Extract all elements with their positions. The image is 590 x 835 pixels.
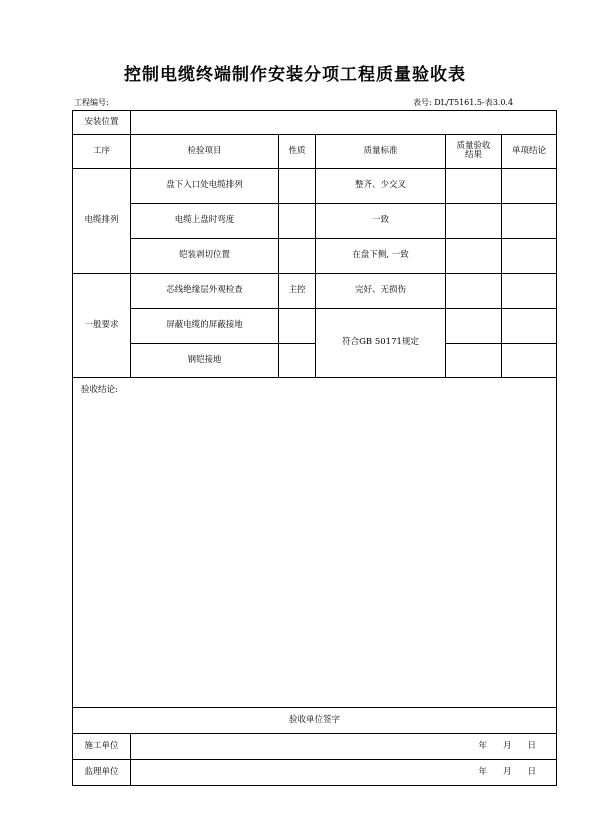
acceptance-conclusion-label: 验收结论: bbox=[81, 385, 118, 395]
day-label: 日 bbox=[527, 740, 536, 751]
table-row bbox=[73, 274, 557, 309]
signature-unit-label: 施工单位 bbox=[73, 734, 131, 760]
conclusion-cell[interactable] bbox=[502, 344, 557, 378]
project-number-label: 工程编号: bbox=[74, 98, 109, 107]
check-item: 钢铠接地 bbox=[131, 344, 279, 378]
table-row bbox=[73, 204, 557, 239]
check-item: 铠装剥切位置 bbox=[131, 239, 279, 274]
nature-cell bbox=[279, 344, 316, 378]
group-name: 电缆排列 bbox=[73, 169, 131, 274]
standard-cell: 在盘下侧, 一致 bbox=[316, 239, 446, 274]
header-result-text: 质量验收结果 bbox=[456, 141, 491, 161]
header-nature: 性质 bbox=[279, 135, 316, 169]
nature-cell bbox=[279, 239, 316, 274]
standard-cell: 完好、无损伤 bbox=[316, 274, 446, 309]
signature-unit-label: 监理单位 bbox=[73, 760, 131, 786]
conclusion-cell[interactable] bbox=[502, 309, 557, 344]
check-item: 芯线绝缘层外观检查 bbox=[131, 274, 279, 309]
standard-cell: 一致 bbox=[316, 204, 446, 239]
nature-cell bbox=[279, 309, 316, 344]
result-cell[interactable] bbox=[446, 274, 502, 309]
signature-field[interactable] bbox=[131, 734, 557, 760]
form-number: 表号: DL/T5161.5-表3.0.4 bbox=[413, 98, 514, 107]
day-label: 日 bbox=[527, 766, 536, 777]
result-cell[interactable] bbox=[446, 169, 502, 204]
install-position-value[interactable] bbox=[131, 111, 557, 135]
group-name: 一般要求 bbox=[73, 274, 131, 378]
month-label: 月 bbox=[502, 740, 512, 751]
conclusion-cell[interactable] bbox=[502, 204, 557, 239]
table-row bbox=[73, 309, 557, 344]
form-title: 控制电缆终端制作安装分项工程质量验收表 bbox=[124, 65, 466, 85]
table-row bbox=[73, 239, 557, 274]
table-row bbox=[73, 169, 557, 204]
signature-header: 验收单位签字 bbox=[73, 708, 557, 734]
conclusion-cell[interactable] bbox=[502, 239, 557, 274]
result-cell[interactable] bbox=[446, 204, 502, 239]
conclusion-cell[interactable] bbox=[502, 169, 557, 204]
signature-row bbox=[73, 734, 557, 760]
standard-cell: 整齐、少交叉 bbox=[316, 169, 446, 204]
header-conclusion: 单项结论 bbox=[502, 135, 557, 169]
year-label: 年 bbox=[478, 740, 487, 751]
header-standard: 质量标准 bbox=[316, 135, 446, 169]
header-row bbox=[73, 135, 557, 169]
inspection-table bbox=[72, 110, 557, 786]
signature-row bbox=[73, 760, 557, 786]
result-cell[interactable] bbox=[446, 239, 502, 274]
check-item: 电缆上盘时弯度 bbox=[131, 204, 279, 239]
header-process: 工序 bbox=[73, 135, 131, 169]
conclusion-cell[interactable] bbox=[502, 274, 557, 309]
signature-field[interactable] bbox=[131, 760, 557, 786]
table-row bbox=[73, 344, 557, 378]
header-item: 检验项目 bbox=[131, 135, 279, 169]
result-cell[interactable] bbox=[446, 309, 502, 344]
month-label: 月 bbox=[502, 766, 512, 777]
install-position-label: 安装位置 bbox=[73, 111, 131, 135]
nature-cell: 主控 bbox=[279, 274, 316, 309]
standard-cell: 符合GB 50171规定 bbox=[316, 309, 446, 378]
nature-cell bbox=[279, 169, 316, 204]
check-item: 屏蔽电缆的屏蔽接地 bbox=[131, 309, 279, 344]
result-cell[interactable] bbox=[446, 344, 502, 378]
acceptance-conclusion-area[interactable] bbox=[73, 378, 557, 708]
year-label: 年 bbox=[478, 766, 487, 777]
header-result bbox=[446, 135, 502, 169]
nature-cell bbox=[279, 204, 316, 239]
check-item: 盘下入口处电缆排列 bbox=[131, 169, 279, 204]
